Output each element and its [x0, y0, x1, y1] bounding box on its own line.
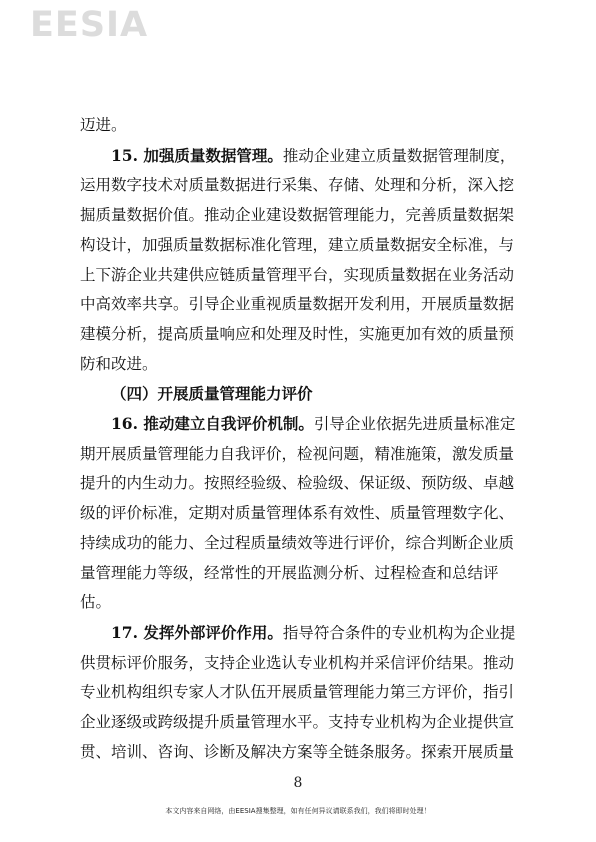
- page-number: 8: [293, 775, 303, 791]
- paragraph-17-title: 17. 发挥外部评价作用。: [111, 622, 283, 642]
- paragraph-16-title: 16. 推动建立自我评价机制。: [111, 414, 314, 434]
- paragraph-15-body: 推动企业建立质量数据管理制度，运用数字技术对质量数据进行采集、存储、处理和分析，深入挖掘质量数据价值。推动企业建设数据管理能力，完善质量数据架构设计，加强质量数据标准化管理，建立质量数据安全标准，与上下游企业共建供应链质量管理平台，实现质量数据在业务活动中高效率共享。引导企业重视质量数据开发利用，开展质量数据建模分析，提高质量响应和处理及时性，实施更加有效的质量预防和改进。: [80, 146, 516, 373]
- document-body: [80, 111, 518, 767]
- footer-disclaimer: 本文内容来自网络，由EESIA搜集整理，如有任何异议请联系我们，我们将即时处理！: [165, 807, 431, 815]
- paragraph-15: [80, 141, 518, 380]
- section-heading-4: （四）开展质量管理能力评价: [111, 384, 313, 404]
- paragraph-continuation: 迈进。: [80, 116, 127, 134]
- paragraph-17-body: 指导符合条件的专业机构为企业提供贯标评价服务，支持企业选认专业机构并采信评价结果。推动专业机构组织专家人才队伍开展质量管理能力第三方评价，指引企业逐级或跨级提升质量管理水平。支持专业机构为企业提供宣贯、培训、咨询、诊断及解决方案等全链条服务。探索开展质量: [80, 623, 516, 761]
- paragraph-16-body: 引导企业依据先进质量标准定期开展质量管理能力自我评价，检视问题，精准施策，激发质量提升的内生动力。按照经验级、检验级、保证级、预防级、卓越级的评价标准，定期对质量管理体系有效性、质量管理数字化、持续成功的能力、全过程质量绩效等进行评价，综合判断企业质量管理能力等级，经常性的开展监测分析、过程检查和总结评估。: [80, 415, 516, 612]
- paragraph-17: [80, 618, 518, 768]
- paragraph-15-title: 15. 加强质量数据管理。: [111, 145, 283, 165]
- paragraph-16: [80, 409, 518, 618]
- eesia-watermark-logo: EESIA: [30, 5, 149, 45]
